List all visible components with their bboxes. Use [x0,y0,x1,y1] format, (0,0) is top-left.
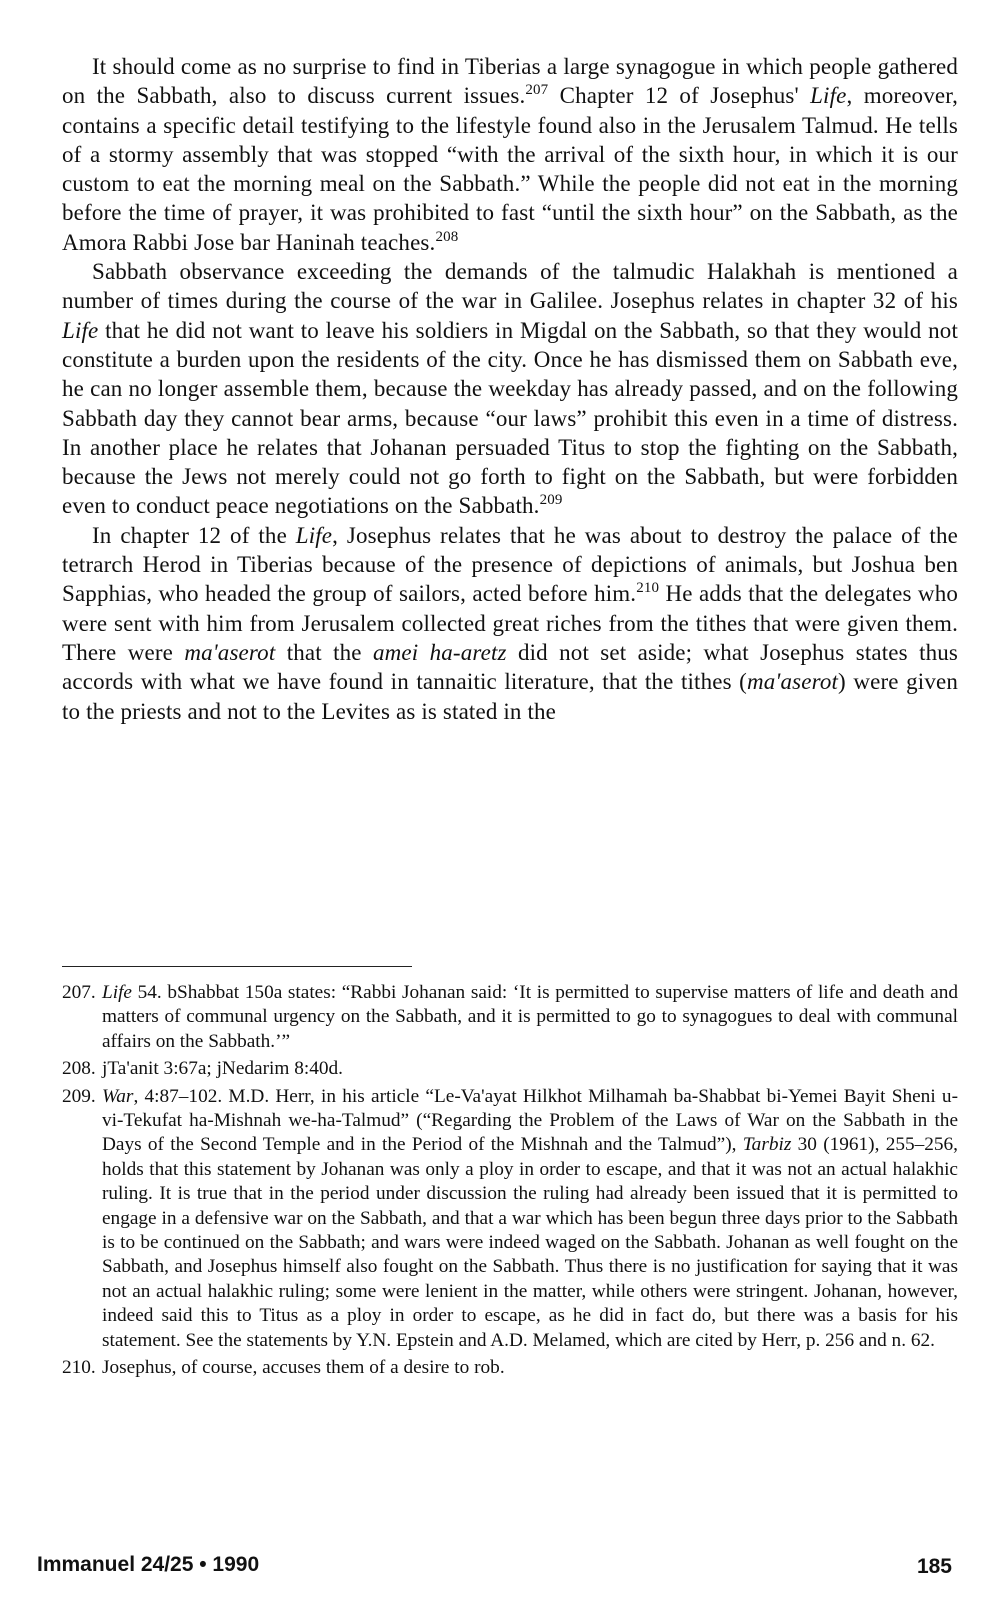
footnote-208 [62,1057,958,1081]
journal-footer: Immanuel 24/25 • 1990 [37,1553,260,1576]
footnote-text: Josephus, of course, accuses them of a desire to rob. [102,1357,505,1379]
text-run: He adds that the delegates who were sent with him from Jerusalem collected great riches from the tithes that were given them. There were [62,581,958,665]
italic-title: Life [102,982,132,1003]
footnote-ref-207: 207 [525,82,549,99]
footnotes [62,981,958,1384]
footnote-text [102,1085,958,1353]
italic-title: Life [810,83,847,109]
italic-term: ma'aserot [184,639,276,665]
text-run: Sabbath observance exceeding the demands of the talmudic Halakhah is mentioned a number of times during the course of the war in Galilee. Josephus relates in chapter 32 of his [62,259,958,314]
italic-title: Life [62,317,99,343]
page-number: 185 [916,1555,952,1578]
text-run: ) were given to the priests and not to the Levites as is stated in the [62,669,958,724]
italic-title: Life [295,522,333,548]
footnote-number: 209. [62,1085,96,1107]
footnote-207 [62,981,958,1054]
footnote-text: jTa'anit 3:67a; jNedarim 8:40d. [102,1058,343,1080]
footnote-ref-209: 209 [539,492,563,509]
text-run: In chapter 12 of the [92,522,296,548]
italic-title: Tarbiz [742,1134,792,1156]
text-run: that he did not want to leave his soldiers in Migdal on the Sabbath, so that they would not constitute a burden upon the residents of the city. Once he has dismissed them on Sabbath eve, he can no longer assemble them, because the weekday has already passed, and on the following Sabbath day they cannot bear arms, because “our laws” prohibit this even in a time of distress. In another place he relates that Johanan persuaded Titus to stop the fighting on the Sabbath, because the Jews not merely could not go forth to fight on the Sabbath, but were forbidden even to conduct peace negotiations on the Sabbath. [62,317,958,519]
footnote-number: 208. [62,1058,96,1080]
text-run: did not set aside; what Josephus states thus accords with what we have found in tannaitic literature, that the tithes ( [62,639,959,695]
footnote-number: 210. [62,1357,96,1379]
italic-title: War [102,1085,134,1107]
paragraph-3 [62,521,958,726]
italic-term: amei ha-aretz [372,639,507,665]
italic-term: ma'aserot [747,669,839,695]
text-run: 30 (1961), 255–256, holds that this statement by Johanan was only a ploy in order to escape, and that it was not an actual halakhic ruling. It is true that in the period under discussion the ruling had already been issued that it is permitted to engage in a defensive war on the Sabbath, and that a war which has been begun three days prior to the Sabbath is to be continued on the Sabbath; and wars were indeed waged on the Sabbath. Johanan as well fought on the Sabbath, and Josephus himself also fought on the Sabbath. Thus there is no justification for saying that it was not an actual halakhic ruling; some were lenient in the matter, while others were stringent. Johanan, however, indeed said this to Titus as a ploy in order to escape, as he did in fact do, but there was a basis for his statement. See the statements by Y.N. Epstein and A.D. Melamed, which are cited by Herr, p. 256 and n. 62. [102,1134,958,1351]
paragraph-1 [62,52,958,257]
footnote-210 [62,1356,958,1380]
text-run: 54. bShabbat 150a states: “Rabbi Johanan said: ‘It is permitted to supervise matters of life and death and matters of communal urgency on the Sabbath, and it is permitted to go to synagogues to deal with communal affairs on the Sabbath.’” [102,982,958,1052]
footnote-divider [62,966,412,967]
main-text [62,52,958,726]
text-run: that the [275,639,373,665]
footnote-209 [62,1085,958,1353]
text-run: , Josephus relates that he was about to destroy the palace of the tetrarch Herod in Tiberias because of the presence of depictions of animals, but Joshua ben Sapphias, who headed the group of sailors, acted before him. [62,522,958,607]
footnote-text [102,981,958,1054]
paragraph-2 [62,257,958,521]
text-run: It should come as no surprise to find in Tiberias a large synagogue in which people gathered on the Sabbath, also to discuss current issues. [62,54,958,109]
footnote-ref-208: 208 [435,228,459,245]
footnote-ref-210: 210 [636,580,660,597]
text-run: , 4:87–102. M.D. Herr, in his article “Le-Va'ayat Hilkhot Milhamah ba-Shabbat bi-Yemei Bayit Sheni u-vi-Tekufat ha-Mishnah we-ha-Talmud” (“Regarding the Problem of the Laws of War on the Sabbath in the Days of the Second Temple and in the Period of the Mishnah and the Talmud”), [102,1085,958,1156]
text-run: Chapter 12 of Josephus' [548,83,811,109]
text-run: , moreover, contains a specific detail testifying to the lifestyle found also in the Jerusalem Talmud. He tells of a stormy assembly that was stopped “with the arrival of the sixth hour, in which it is our custom to eat the morning meal on the Sabbath.” While the people did not eat in the morning before the time of prayer, it was prohibited to fast “until the sixth hour” on the Sabbath, as the Amora Rabbi Jose bar Haninah teaches. [62,83,959,255]
footnote-number: 207. [62,982,96,1003]
